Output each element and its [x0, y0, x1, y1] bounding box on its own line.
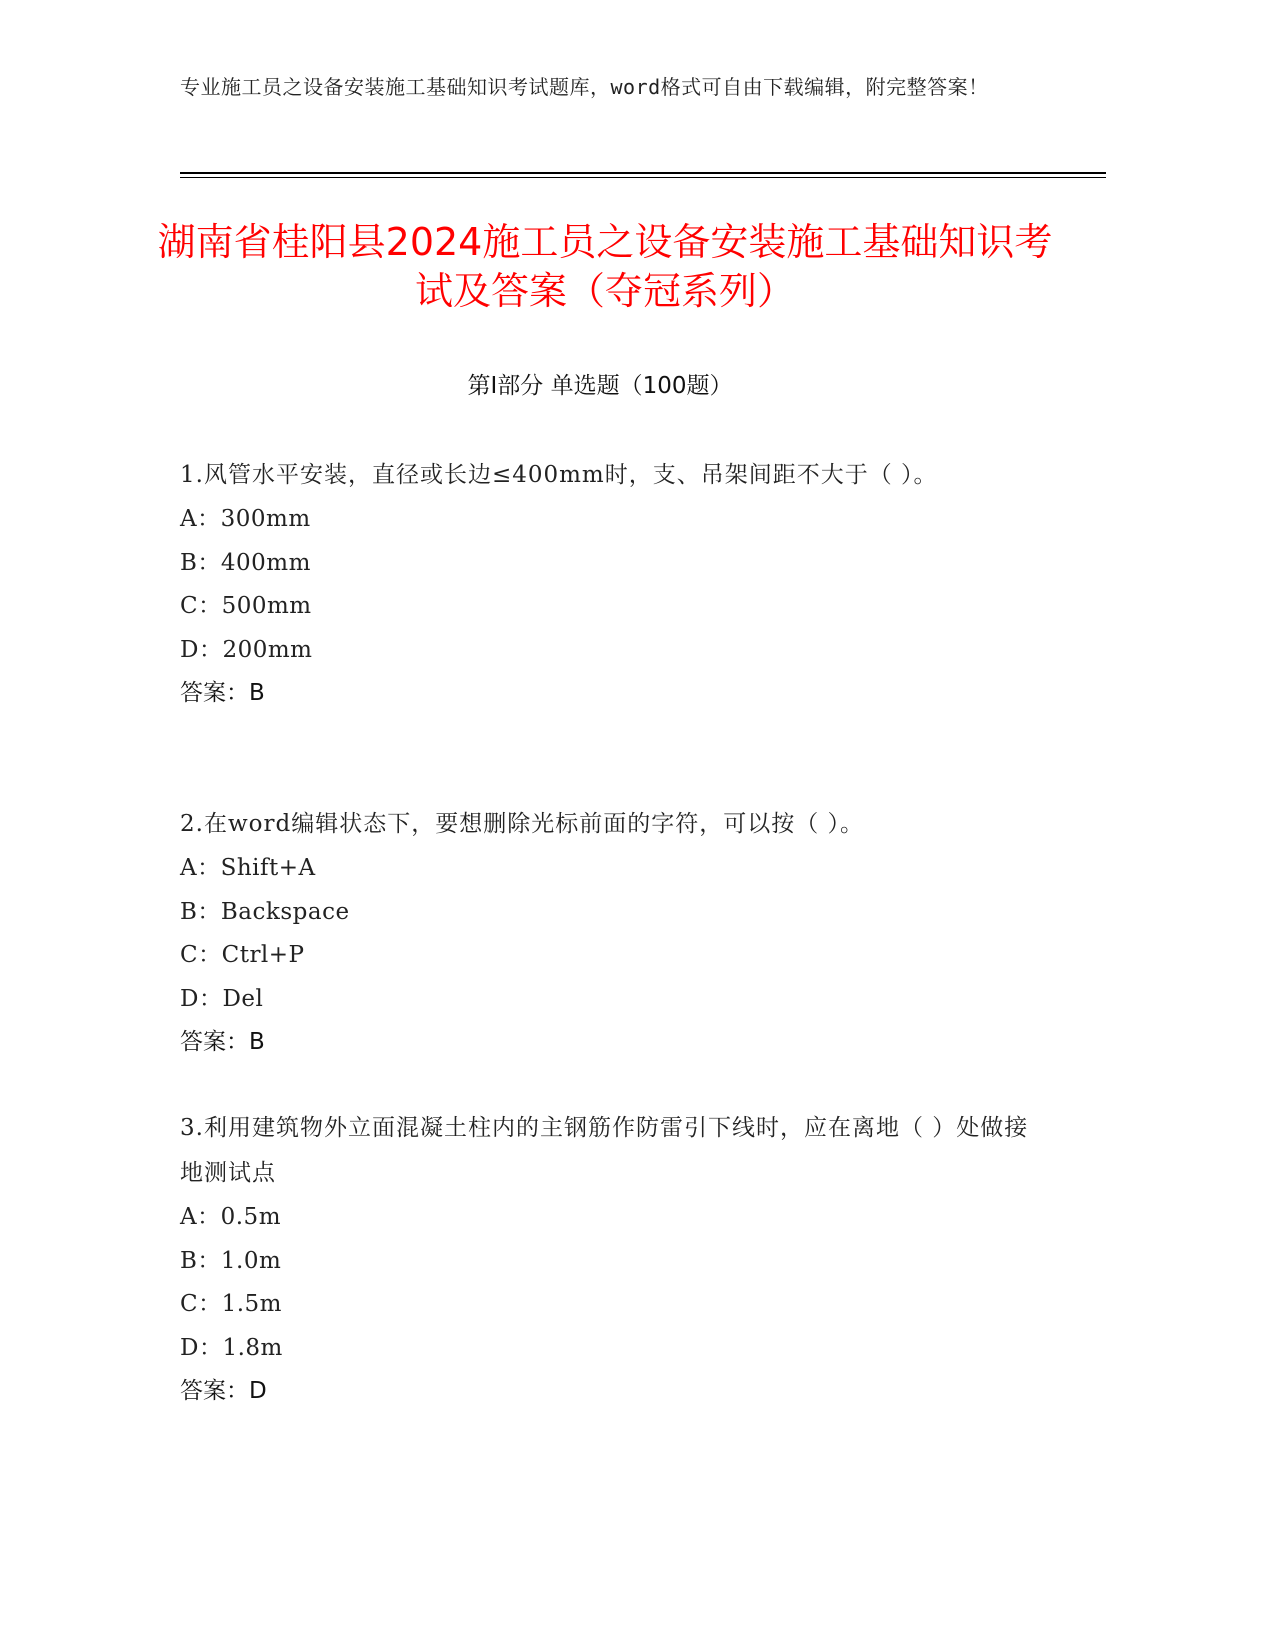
option-d: D：1.8m [180, 1334, 283, 1361]
question-2 [180, 802, 1040, 1064]
option-b: B：400mm [180, 549, 311, 576]
header-rule-thin [180, 177, 1106, 178]
question-1 [180, 453, 1040, 715]
option-c: C：500mm [180, 593, 312, 619]
option-c: C：1.5m [180, 1291, 282, 1317]
option-d: D：Del [180, 985, 264, 1012]
option-a: A：300mm [180, 506, 311, 532]
option-c: C：Ctrl+P [180, 942, 305, 968]
question-stem: 1.风管水平安装，直径或长边≤400mm时，支、吊架间距不大于（ ）。 [180, 462, 938, 488]
header-note: 专业施工员之设备安装施工基础知识考试题库，word格式可自由下载编辑，附完整答案！ [180, 75, 989, 99]
document-title: 湖南省桂阳县2024施工员之设备安装施工基础知识考试及答案（夺冠系列） [157, 220, 1053, 313]
option-a: A：Shift+A [180, 855, 316, 881]
section-heading: 第Ⅰ部分 单选题（100题） [467, 373, 733, 399]
option-b: B：Backspace [180, 898, 350, 925]
option-b: B：1.0m [180, 1247, 282, 1274]
answer-line: 答案：D [180, 1378, 267, 1404]
option-a: A：0.5m [180, 1204, 281, 1230]
option-d: D：200mm [180, 636, 313, 663]
question-stem: 3.利用建筑物外立面混凝土柱内的主钢筋作防雷引下线时，应在离地（ ）处做接地测试点 [180, 1115, 1029, 1186]
question-3 [180, 1106, 1040, 1413]
answer-line: 答案：B [180, 680, 265, 706]
answer-line: 答案：B [180, 1029, 265, 1055]
header-rule-thick [180, 172, 1106, 174]
question-stem: 2.在word编辑状态下，要想删除光标前面的字符，可以按（ ）。 [180, 811, 865, 837]
